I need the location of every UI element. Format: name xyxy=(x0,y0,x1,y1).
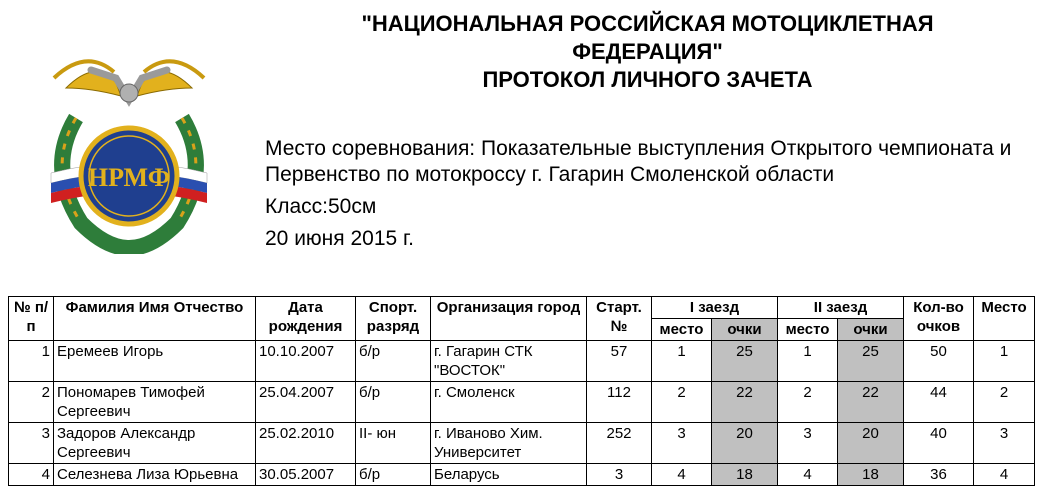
cell-heat1-points: 18 xyxy=(712,464,778,486)
cell-num: 3 xyxy=(9,423,54,464)
cell-start: 252 xyxy=(587,423,652,464)
header-row xyxy=(9,297,1035,319)
title-line-1: "НАЦИОНАЛЬНАЯ РОССИЙСКАЯ МОТОЦИКЛЕТНАЯ xyxy=(361,11,934,36)
header-final-place: Место xyxy=(974,297,1035,341)
header-heat2-place: место xyxy=(778,319,838,341)
cell-heat2-points: 20 xyxy=(838,423,904,464)
title-line-2: ФЕДЕРАЦИЯ" xyxy=(572,39,723,64)
table-row xyxy=(9,382,1035,423)
header-name: Фамилия Имя Отчество xyxy=(54,297,256,341)
cell-heat2-points: 18 xyxy=(838,464,904,486)
cell-name: Пономарев Тимофей Сергеевич xyxy=(54,382,256,423)
cell-birth: 25.04.2007 xyxy=(256,382,356,423)
table-row xyxy=(9,341,1035,382)
cell-total: 44 xyxy=(904,382,974,423)
cell-heat1-points: 20 xyxy=(712,423,778,464)
header-total: Кол-во очков xyxy=(904,297,974,341)
header-org: Организация город xyxy=(431,297,587,341)
competition-class: Класс:50см xyxy=(265,195,377,218)
title-line-3: ПРОТОКОЛ ЛИЧНОГО ЗАЧЕТА xyxy=(482,67,813,92)
cell-org: г. Смоленск xyxy=(431,382,587,423)
header-heat1-place: место xyxy=(652,319,712,341)
cell-heat1-place: 3 xyxy=(652,423,712,464)
cell-final-place: 2 xyxy=(974,382,1035,423)
cell-total: 50 xyxy=(904,341,974,382)
cell-birth: 10.10.2007 xyxy=(256,341,356,382)
header-heat2: II заезд xyxy=(778,297,904,319)
header-heat2-points: очки xyxy=(838,319,904,341)
cell-num: 2 xyxy=(9,382,54,423)
cell-heat1-points: 22 xyxy=(712,382,778,423)
cell-heat2-place: 3 xyxy=(778,423,838,464)
cell-rank: б/р xyxy=(356,382,431,423)
header-heat1: I заезд xyxy=(652,297,778,319)
results-table xyxy=(8,296,1035,486)
competition-location: Место соревнования: Показательные выступления Открытого чемпионата и Первенство по мотокроссу г. Гагарин Смоленской области xyxy=(265,137,1012,186)
cell-heat2-place: 2 xyxy=(778,382,838,423)
cell-num: 4 xyxy=(9,464,54,486)
table-row xyxy=(9,423,1035,464)
cell-start: 57 xyxy=(587,341,652,382)
cell-heat1-points: 25 xyxy=(712,341,778,382)
nrmf-emblem xyxy=(36,48,222,254)
cell-heat2-points: 22 xyxy=(838,382,904,423)
cell-start: 112 xyxy=(587,382,652,423)
header-num: № п/п xyxy=(9,297,54,341)
cell-org: г. Иваново Хим. Университет xyxy=(431,423,587,464)
table-row xyxy=(9,464,1035,486)
cell-num: 1 xyxy=(9,341,54,382)
cell-org: г. Гагарин СТК "ВОСТОК" xyxy=(431,341,587,382)
cell-final-place: 3 xyxy=(974,423,1035,464)
header-start: Старт. № xyxy=(587,297,652,341)
cell-total: 36 xyxy=(904,464,974,486)
cell-total: 40 xyxy=(904,423,974,464)
cell-org: Беларусь xyxy=(431,464,587,486)
cell-heat2-place: 1 xyxy=(778,341,838,382)
cell-heat1-place: 1 xyxy=(652,341,712,382)
competition-date: 20 июня 2015 г. xyxy=(265,227,414,250)
cell-name: Задоров Александр Сергеевич xyxy=(54,423,256,464)
cell-heat1-place: 4 xyxy=(652,464,712,486)
cell-heat1-place: 2 xyxy=(652,382,712,423)
logo-text: НРМФ xyxy=(87,163,171,192)
header-birth: Дата рождения xyxy=(256,297,356,341)
header-rank: Спорт. разряд xyxy=(356,297,431,341)
cell-birth: 25.02.2010 xyxy=(256,423,356,464)
header-heat1-points: очки xyxy=(712,319,778,341)
cell-name: Селезнева Лиза Юрьевна xyxy=(54,464,256,486)
competition-info xyxy=(265,136,1035,252)
cell-rank: II- юн xyxy=(356,423,431,464)
cell-birth: 30.05.2007 xyxy=(256,464,356,486)
cell-start: 3 xyxy=(587,464,652,486)
cell-name: Еремеев Игорь xyxy=(54,341,256,382)
cell-final-place: 4 xyxy=(974,464,1035,486)
cell-rank: б/р xyxy=(356,341,431,382)
cell-heat2-points: 25 xyxy=(838,341,904,382)
cell-heat2-place: 4 xyxy=(778,464,838,486)
document-title xyxy=(290,10,1005,94)
cell-rank: б/р xyxy=(356,464,431,486)
cell-final-place: 1 xyxy=(974,341,1035,382)
